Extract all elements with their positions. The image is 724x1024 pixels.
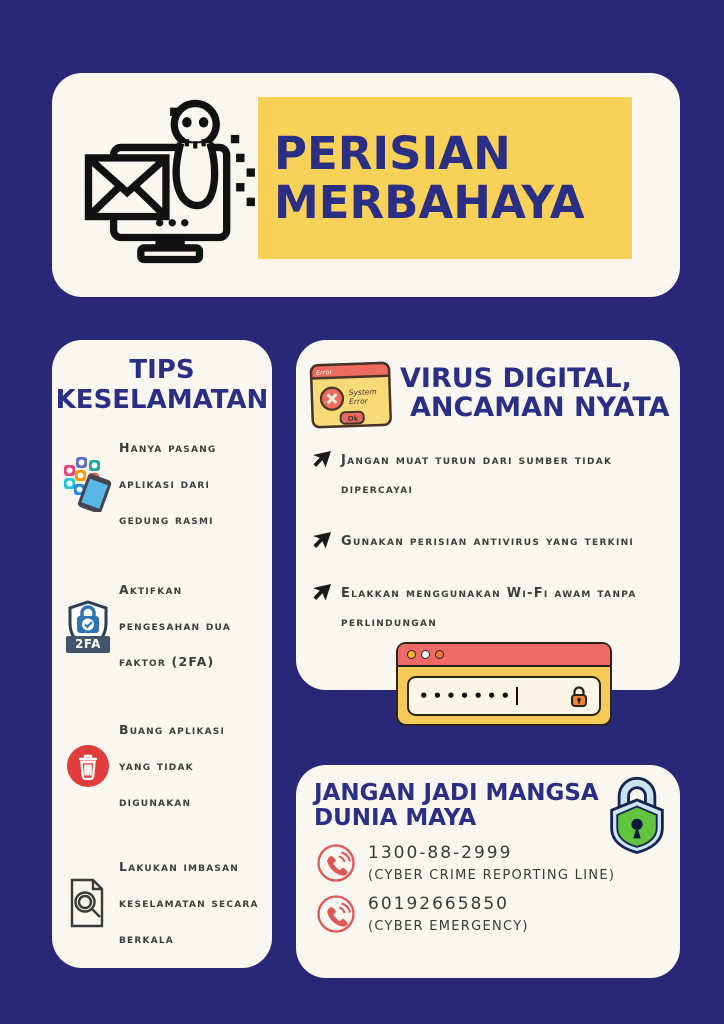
bullet-text: Gunakan perisian antivirus yang terkini: [341, 534, 635, 549]
header-card: [52, 73, 680, 297]
bullet-item: [312, 446, 668, 504]
contact-number: 60192665850: [368, 894, 509, 914]
page-title-line2: MERBAHAYA: [274, 176, 585, 229]
cursor-arrow-icon: [312, 450, 332, 470]
victim-title: [314, 781, 599, 831]
tip-text: Aktifkan pengesahan dua faktor (2FA): [119, 582, 231, 669]
error-message-line1: System: [348, 387, 377, 398]
mobile-apps-icon: [64, 456, 112, 512]
tip-item-2fa: [64, 570, 260, 682]
victim-title-line1: JANGAN JADI MANGSA: [314, 780, 599, 806]
tips-title-line2: KESELAMATAN: [55, 384, 269, 415]
text-cursor: [516, 687, 518, 705]
virus-title-line2: ANCAMAN NYATA: [410, 392, 670, 424]
tip-text: Lakukan imbasan keselamatan secara berkala: [119, 859, 259, 946]
error-window-icon: [309, 359, 398, 440]
window-dot: [435, 650, 444, 659]
virus-title: [400, 364, 670, 422]
password-dots: •••••••: [419, 687, 515, 705]
bullet-text: Jangan muat turun dari sumber tidak dipercayai: [341, 453, 613, 497]
tip-item-official-store: [64, 428, 260, 540]
cursor-arrow-icon: [312, 531, 332, 551]
password-window-illustration: [396, 642, 612, 726]
virus-bullet-list: [312, 446, 668, 660]
tip-text: Buang aplikasi yang tidak digunakan: [119, 722, 226, 809]
2fa-shield-icon: [64, 600, 112, 652]
contact-row: [316, 843, 615, 883]
password-window-titlebar: [398, 644, 610, 667]
window-dot: [421, 650, 430, 659]
contact-row: [316, 894, 615, 934]
error-window-title: Error: [315, 368, 333, 377]
trash-icon: [64, 744, 112, 788]
victim-card: [296, 765, 680, 978]
2fa-badge: 2FA: [66, 636, 110, 653]
bullet-text: Elakkan menggunakan Wi-Fi awam tanpa perlindungan: [341, 586, 637, 630]
malware-email-computer-icon: [78, 93, 256, 271]
error-message-line2: Error: [348, 396, 368, 407]
victim-title-line2: DUNIA MAYA: [314, 804, 477, 831]
tip-item-security-scan: [64, 847, 260, 959]
window-dot: [407, 650, 416, 659]
tips-title-line1: TIPS: [129, 355, 195, 385]
contact-label: (CYBER EMERGENCY): [368, 919, 529, 934]
phone-icon: [316, 894, 356, 934]
cursor-arrow-icon: [312, 583, 332, 603]
contact-list: [316, 843, 615, 934]
title-banner: [258, 97, 632, 259]
tip-item-remove-apps: [64, 710, 260, 822]
green-padlock-shield-icon: [606, 773, 668, 855]
tips-card: [52, 340, 272, 968]
tip-text: Hanya pasang aplikasi dari gedung rasmi: [119, 440, 217, 527]
phone-icon: [316, 843, 356, 883]
error-ok-button: Ok: [347, 414, 359, 423]
page-title-line1: PERISIAN: [274, 126, 511, 180]
tips-title: [52, 356, 272, 416]
bullet-item: [312, 527, 668, 556]
virus-title-line1: VIRUS DIGITAL,: [400, 363, 632, 394]
bullet-item: [312, 579, 668, 637]
virus-card: [296, 340, 680, 705]
password-input[interactable]: [407, 676, 601, 716]
contact-label: (CYBER CRIME REPORTING LINE): [368, 868, 616, 883]
contact-number: 1300-88-2999: [368, 843, 513, 863]
security-scan-icon: [64, 877, 112, 929]
lock-icon: [569, 684, 589, 708]
